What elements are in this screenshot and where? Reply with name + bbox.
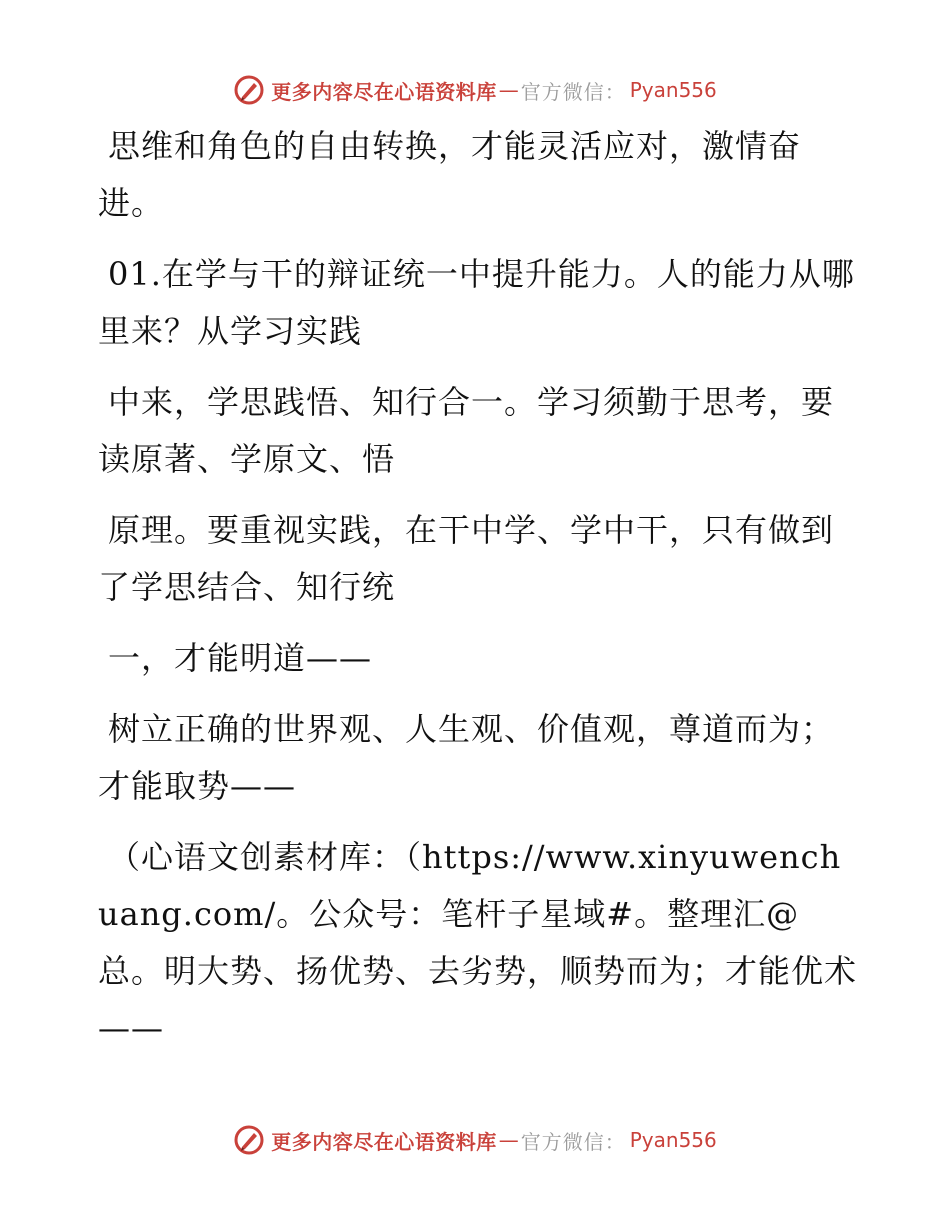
header-site-text: 更多内容尽在心语资料库 [271, 79, 497, 104]
footer-site-text: 更多内容尽在心语资料库 [271, 1129, 497, 1154]
header-wechat-id: Pyan556 [629, 78, 717, 102]
paragraph: 原理。要重视实践，在干中学、学中干，只有做到了学思结合、知行统 [98, 511, 835, 606]
paragraph: 思维和角色的自由转换，才能灵活应对，激情奋进。 [98, 127, 802, 222]
header-banner [0, 70, 950, 110]
paragraph: 一，才能明道—— [108, 639, 373, 677]
pen-logo-icon [233, 1124, 265, 1156]
paragraph: （心语文创素材库：（https://www.xinyuwenchuang.com/。公众号：笔杆子星域#。整理汇@总。明大势、扬优势、去劣势，顺势而为；才能优术—— [98, 838, 858, 1047]
footer-wechat-label: 官方微信： [520, 1129, 626, 1154]
paragraph: 中来，学思践悟、知行合一。学习须勤于思考，要读原著、学原文、悟 [98, 383, 835, 478]
paragraph: 01.在学与干的辩证统一中提升能力。人的能力从哪里来？从学习实践 [98, 255, 855, 350]
footer-dash: — [498, 1128, 519, 1152]
document-body [98, 118, 858, 1071]
paragraph: 树立正确的世界观、人生观、价值观，尊道而为；才能取势—— [98, 710, 835, 805]
pen-logo-icon [233, 74, 265, 106]
header-dash: — [498, 78, 519, 102]
footer-banner [0, 1120, 950, 1160]
footer-wechat-id: Pyan556 [629, 1128, 717, 1152]
header-wechat-label: 官方微信： [520, 79, 626, 104]
